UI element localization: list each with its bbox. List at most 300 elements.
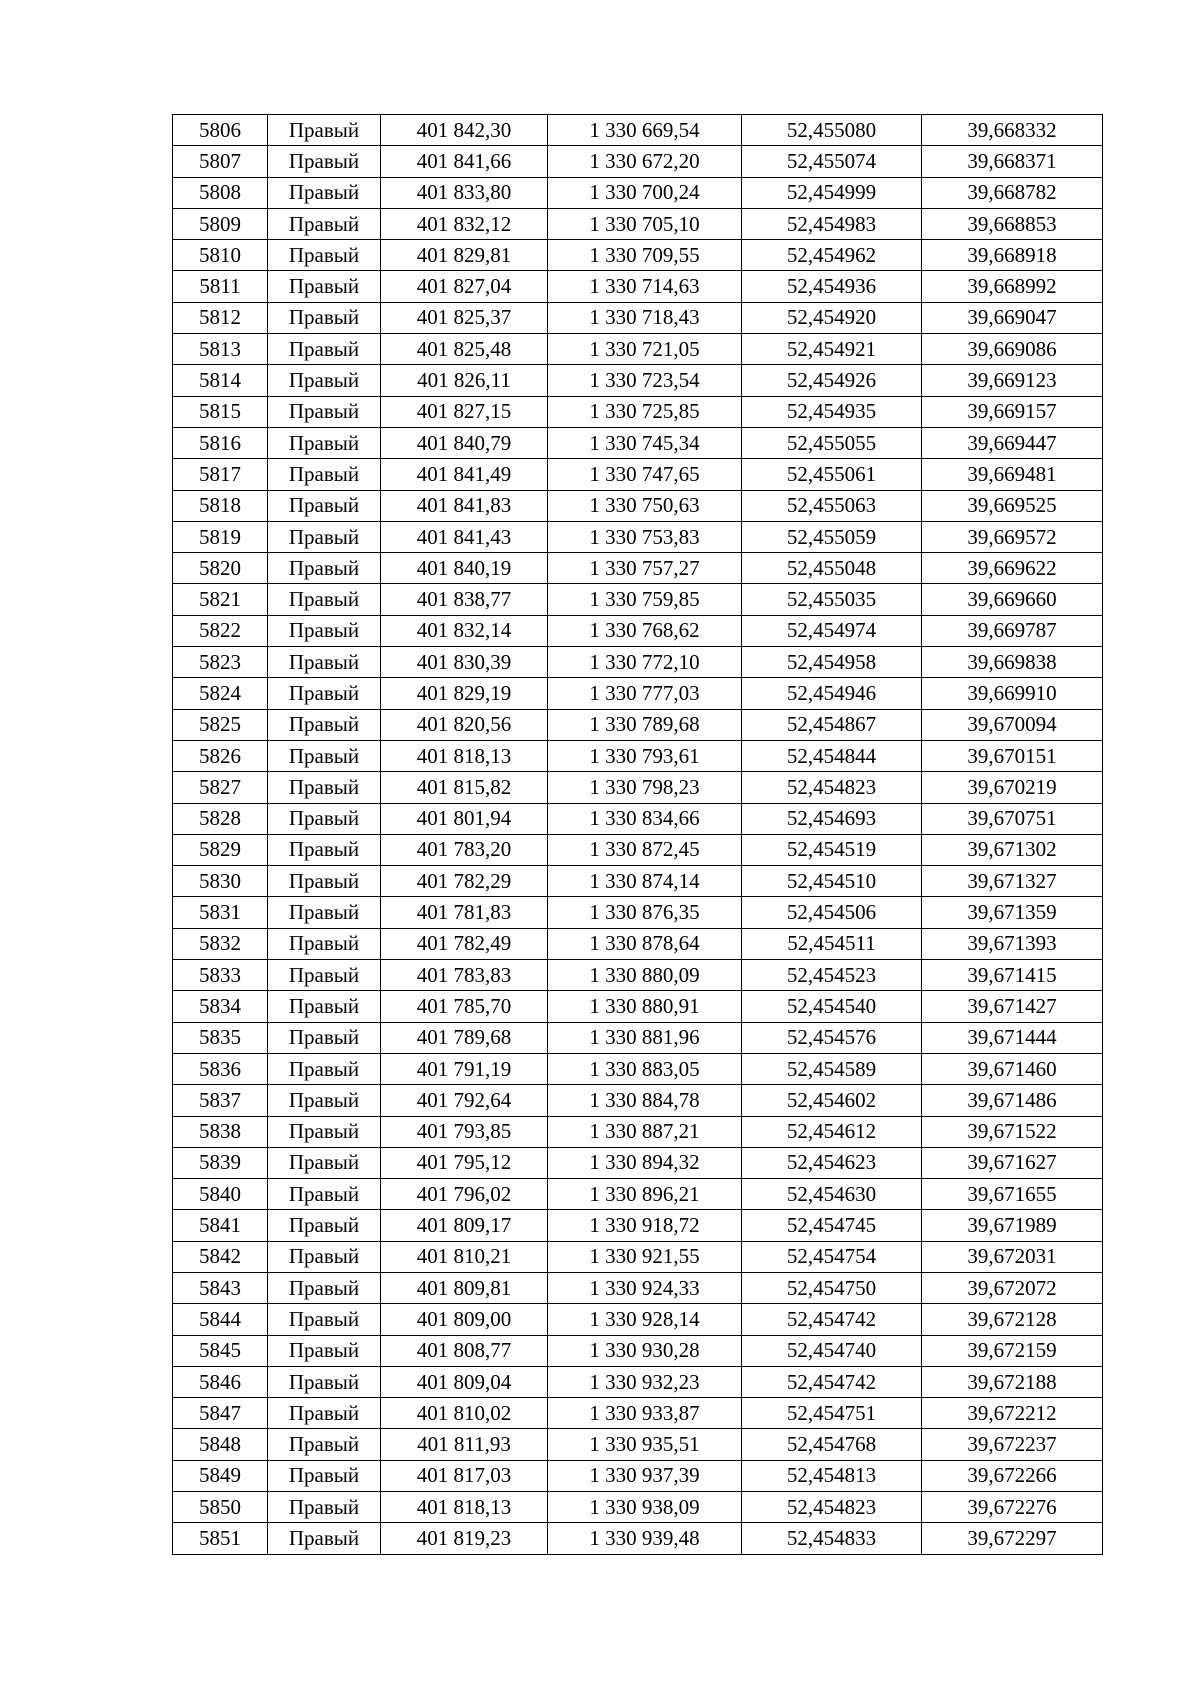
x-coordinate-cell: 401 809,00: [381, 1304, 548, 1335]
latitude-cell: 52,455074: [742, 146, 922, 177]
y-coordinate-cell: 1 330 876,35: [548, 897, 742, 928]
y-coordinate-cell: 1 330 939,48: [548, 1523, 742, 1554]
point-number-cell: 5847: [173, 1398, 268, 1429]
table-row: [173, 584, 1103, 615]
side-cell: Правый: [268, 271, 381, 302]
latitude-cell: 52,455059: [742, 521, 922, 552]
latitude-cell: 52,455035: [742, 584, 922, 615]
x-coordinate-cell: 401 841,43: [381, 521, 548, 552]
table-row: [173, 1398, 1103, 1429]
table-row: [173, 928, 1103, 959]
y-coordinate-cell: 1 330 718,43: [548, 302, 742, 333]
side-cell: Правый: [268, 1116, 381, 1147]
y-coordinate-cell: 1 330 921,55: [548, 1241, 742, 1272]
y-coordinate-cell: 1 330 725,85: [548, 396, 742, 427]
y-coordinate-cell: 1 330 672,20: [548, 146, 742, 177]
point-number-cell: 5811: [173, 271, 268, 302]
point-number-cell: 5830: [173, 866, 268, 897]
table-row: [173, 803, 1103, 834]
table-row: [173, 1304, 1103, 1335]
y-coordinate-cell: 1 330 937,39: [548, 1460, 742, 1491]
longitude-cell: 39,671444: [922, 1022, 1103, 1053]
side-cell: Правый: [268, 1429, 381, 1460]
point-number-cell: 5839: [173, 1147, 268, 1178]
longitude-cell: 39,672031: [922, 1241, 1103, 1272]
y-coordinate-cell: 1 330 768,62: [548, 615, 742, 646]
y-coordinate-cell: 1 330 721,05: [548, 334, 742, 365]
latitude-cell: 52,454823: [742, 1492, 922, 1523]
longitude-cell: 39,669525: [922, 490, 1103, 521]
longitude-cell: 39,668992: [922, 271, 1103, 302]
longitude-cell: 39,669787: [922, 615, 1103, 646]
table-row: [173, 396, 1103, 427]
latitude-cell: 52,454935: [742, 396, 922, 427]
longitude-cell: 39,668918: [922, 240, 1103, 271]
point-number-cell: 5823: [173, 647, 268, 678]
latitude-cell: 52,454833: [742, 1523, 922, 1554]
point-number-cell: 5831: [173, 897, 268, 928]
latitude-cell: 52,454511: [742, 928, 922, 959]
latitude-cell: 52,454602: [742, 1085, 922, 1116]
point-number-cell: 5829: [173, 834, 268, 865]
y-coordinate-cell: 1 330 881,96: [548, 1022, 742, 1053]
side-cell: Правый: [268, 521, 381, 552]
y-coordinate-cell: 1 330 714,63: [548, 271, 742, 302]
x-coordinate-cell: 401 827,04: [381, 271, 548, 302]
side-cell: Правый: [268, 1492, 381, 1523]
point-number-cell: 5846: [173, 1366, 268, 1397]
side-cell: Правый: [268, 1398, 381, 1429]
table-row: [173, 1335, 1103, 1366]
table-row: [173, 365, 1103, 396]
side-cell: Правый: [268, 1053, 381, 1084]
x-coordinate-cell: 401 809,17: [381, 1210, 548, 1241]
table-row: [173, 302, 1103, 333]
longitude-cell: 39,671627: [922, 1147, 1103, 1178]
longitude-cell: 39,669910: [922, 678, 1103, 709]
latitude-cell: 52,454936: [742, 271, 922, 302]
table-row: [173, 1429, 1103, 1460]
latitude-cell: 52,454523: [742, 960, 922, 991]
table-row: [173, 271, 1103, 302]
side-cell: Правый: [268, 177, 381, 208]
longitude-cell: 39,668782: [922, 177, 1103, 208]
x-coordinate-cell: 401 829,81: [381, 240, 548, 271]
side-cell: Правый: [268, 834, 381, 865]
point-number-cell: 5814: [173, 365, 268, 396]
x-coordinate-cell: 401 829,19: [381, 678, 548, 709]
table-row: [173, 897, 1103, 928]
x-coordinate-cell: 401 840,79: [381, 427, 548, 458]
longitude-cell: 39,671427: [922, 991, 1103, 1022]
latitude-cell: 52,454768: [742, 1429, 922, 1460]
longitude-cell: 39,672072: [922, 1272, 1103, 1303]
point-number-cell: 5818: [173, 490, 268, 521]
longitude-cell: 39,672237: [922, 1429, 1103, 1460]
x-coordinate-cell: 401 818,13: [381, 1492, 548, 1523]
x-coordinate-cell: 401 789,68: [381, 1022, 548, 1053]
side-cell: Правый: [268, 1523, 381, 1554]
point-number-cell: 5835: [173, 1022, 268, 1053]
y-coordinate-cell: 1 330 872,45: [548, 834, 742, 865]
longitude-cell: 39,670094: [922, 709, 1103, 740]
point-number-cell: 5850: [173, 1492, 268, 1523]
table-row: [173, 678, 1103, 709]
y-coordinate-cell: 1 330 669,54: [548, 115, 742, 146]
coordinates-table: [172, 114, 1103, 1555]
latitude-cell: 52,454974: [742, 615, 922, 646]
longitude-cell: 39,668332: [922, 115, 1103, 146]
x-coordinate-cell: 401 826,11: [381, 365, 548, 396]
latitude-cell: 52,454983: [742, 208, 922, 239]
point-number-cell: 5813: [173, 334, 268, 365]
latitude-cell: 52,454742: [742, 1366, 922, 1397]
side-cell: Правый: [268, 553, 381, 584]
longitude-cell: 39,671415: [922, 960, 1103, 991]
y-coordinate-cell: 1 330 918,72: [548, 1210, 742, 1241]
side-cell: Правый: [268, 615, 381, 646]
x-coordinate-cell: 401 783,83: [381, 960, 548, 991]
side-cell: Правый: [268, 1147, 381, 1178]
table-row: [173, 834, 1103, 865]
longitude-cell: 39,672128: [922, 1304, 1103, 1335]
latitude-cell: 52,454751: [742, 1398, 922, 1429]
y-coordinate-cell: 1 330 777,03: [548, 678, 742, 709]
table-row: [173, 115, 1103, 146]
point-number-cell: 5832: [173, 928, 268, 959]
side-cell: Правый: [268, 584, 381, 615]
latitude-cell: 52,454958: [742, 647, 922, 678]
x-coordinate-cell: 401 809,81: [381, 1272, 548, 1303]
latitude-cell: 52,454576: [742, 1022, 922, 1053]
x-coordinate-cell: 401 841,66: [381, 146, 548, 177]
latitude-cell: 52,454754: [742, 1241, 922, 1272]
side-cell: Правый: [268, 991, 381, 1022]
table-row: [173, 1116, 1103, 1147]
table-row: [173, 1492, 1103, 1523]
longitude-cell: 39,671486: [922, 1085, 1103, 1116]
point-number-cell: 5807: [173, 146, 268, 177]
table-row: [173, 1179, 1103, 1210]
latitude-cell: 52,455080: [742, 115, 922, 146]
y-coordinate-cell: 1 330 924,33: [548, 1272, 742, 1303]
x-coordinate-cell: 401 781,83: [381, 897, 548, 928]
side-cell: Правый: [268, 1210, 381, 1241]
table-row: [173, 208, 1103, 239]
y-coordinate-cell: 1 330 894,32: [548, 1147, 742, 1178]
latitude-cell: 52,454693: [742, 803, 922, 834]
x-coordinate-cell: 401 830,39: [381, 647, 548, 678]
table-row: [173, 1022, 1103, 1053]
x-coordinate-cell: 401 842,30: [381, 115, 548, 146]
latitude-cell: 52,454750: [742, 1272, 922, 1303]
table-row: [173, 1523, 1103, 1554]
side-cell: Правый: [268, 490, 381, 521]
longitude-cell: 39,672159: [922, 1335, 1103, 1366]
latitude-cell: 52,455055: [742, 427, 922, 458]
longitude-cell: 39,669086: [922, 334, 1103, 365]
longitude-cell: 39,672297: [922, 1523, 1103, 1554]
side-cell: Правый: [268, 365, 381, 396]
longitude-cell: 39,669660: [922, 584, 1103, 615]
table-row: [173, 1210, 1103, 1241]
table-row: [173, 459, 1103, 490]
side-cell: Правый: [268, 115, 381, 146]
x-coordinate-cell: 401 808,77: [381, 1335, 548, 1366]
y-coordinate-cell: 1 330 753,83: [548, 521, 742, 552]
x-coordinate-cell: 401 796,02: [381, 1179, 548, 1210]
point-number-cell: 5812: [173, 302, 268, 333]
latitude-cell: 52,454630: [742, 1179, 922, 1210]
x-coordinate-cell: 401 818,13: [381, 740, 548, 771]
y-coordinate-cell: 1 330 793,61: [548, 740, 742, 771]
longitude-cell: 39,671393: [922, 928, 1103, 959]
point-number-cell: 5838: [173, 1116, 268, 1147]
point-number-cell: 5806: [173, 115, 268, 146]
longitude-cell: 39,671327: [922, 866, 1103, 897]
y-coordinate-cell: 1 330 884,78: [548, 1085, 742, 1116]
latitude-cell: 52,454867: [742, 709, 922, 740]
side-cell: Правый: [268, 772, 381, 803]
latitude-cell: 52,455048: [742, 553, 922, 584]
table-row: [173, 647, 1103, 678]
side-cell: Правый: [268, 240, 381, 271]
x-coordinate-cell: 401 782,49: [381, 928, 548, 959]
x-coordinate-cell: 401 782,29: [381, 866, 548, 897]
point-number-cell: 5815: [173, 396, 268, 427]
table-row: [173, 772, 1103, 803]
table-row: [173, 553, 1103, 584]
longitude-cell: 39,669572: [922, 521, 1103, 552]
x-coordinate-cell: 401 820,56: [381, 709, 548, 740]
table-row: [173, 1053, 1103, 1084]
point-number-cell: 5825: [173, 709, 268, 740]
longitude-cell: 39,672276: [922, 1492, 1103, 1523]
x-coordinate-cell: 401 791,19: [381, 1053, 548, 1084]
longitude-cell: 39,672212: [922, 1398, 1103, 1429]
latitude-cell: 52,454999: [742, 177, 922, 208]
latitude-cell: 52,454920: [742, 302, 922, 333]
x-coordinate-cell: 401 793,85: [381, 1116, 548, 1147]
y-coordinate-cell: 1 330 883,05: [548, 1053, 742, 1084]
longitude-cell: 39,668371: [922, 146, 1103, 177]
y-coordinate-cell: 1 330 789,68: [548, 709, 742, 740]
latitude-cell: 52,454589: [742, 1053, 922, 1084]
longitude-cell: 39,669123: [922, 365, 1103, 396]
x-coordinate-cell: 401 827,15: [381, 396, 548, 427]
table-row: [173, 740, 1103, 771]
side-cell: Правый: [268, 803, 381, 834]
y-coordinate-cell: 1 330 880,91: [548, 991, 742, 1022]
latitude-cell: 52,455061: [742, 459, 922, 490]
x-coordinate-cell: 401 825,37: [381, 302, 548, 333]
y-coordinate-cell: 1 330 705,10: [548, 208, 742, 239]
y-coordinate-cell: 1 330 750,63: [548, 490, 742, 521]
point-number-cell: 5833: [173, 960, 268, 991]
latitude-cell: 52,454745: [742, 1210, 922, 1241]
x-coordinate-cell: 401 832,14: [381, 615, 548, 646]
latitude-cell: 52,454623: [742, 1147, 922, 1178]
y-coordinate-cell: 1 330 938,09: [548, 1492, 742, 1523]
side-cell: Правый: [268, 1366, 381, 1397]
y-coordinate-cell: 1 330 759,85: [548, 584, 742, 615]
longitude-cell: 39,671359: [922, 897, 1103, 928]
latitude-cell: 52,454519: [742, 834, 922, 865]
point-number-cell: 5840: [173, 1179, 268, 1210]
point-number-cell: 5821: [173, 584, 268, 615]
latitude-cell: 52,454506: [742, 897, 922, 928]
latitude-cell: 52,454962: [742, 240, 922, 271]
y-coordinate-cell: 1 330 834,66: [548, 803, 742, 834]
point-number-cell: 5808: [173, 177, 268, 208]
latitude-cell: 52,454742: [742, 1304, 922, 1335]
y-coordinate-cell: 1 330 887,21: [548, 1116, 742, 1147]
x-coordinate-cell: 401 840,19: [381, 553, 548, 584]
side-cell: Правый: [268, 1335, 381, 1366]
side-cell: Правый: [268, 396, 381, 427]
side-cell: Правый: [268, 678, 381, 709]
latitude-cell: 52,455063: [742, 490, 922, 521]
longitude-cell: 39,669447: [922, 427, 1103, 458]
x-coordinate-cell: 401 825,48: [381, 334, 548, 365]
point-number-cell: 5849: [173, 1460, 268, 1491]
longitude-cell: 39,670219: [922, 772, 1103, 803]
latitude-cell: 52,454612: [742, 1116, 922, 1147]
point-number-cell: 5827: [173, 772, 268, 803]
x-coordinate-cell: 401 841,49: [381, 459, 548, 490]
side-cell: Правый: [268, 709, 381, 740]
table-row: [173, 490, 1103, 521]
side-cell: Правый: [268, 1272, 381, 1303]
point-number-cell: 5837: [173, 1085, 268, 1116]
x-coordinate-cell: 401 810,21: [381, 1241, 548, 1272]
y-coordinate-cell: 1 330 878,64: [548, 928, 742, 959]
table-row: [173, 1241, 1103, 1272]
side-cell: Правый: [268, 334, 381, 365]
x-coordinate-cell: 401 833,80: [381, 177, 548, 208]
y-coordinate-cell: 1 330 896,21: [548, 1179, 742, 1210]
point-number-cell: 5820: [173, 553, 268, 584]
y-coordinate-cell: 1 330 747,65: [548, 459, 742, 490]
x-coordinate-cell: 401 819,23: [381, 1523, 548, 1554]
table-row: [173, 866, 1103, 897]
x-coordinate-cell: 401 785,70: [381, 991, 548, 1022]
x-coordinate-cell: 401 811,93: [381, 1429, 548, 1460]
side-cell: Правый: [268, 1304, 381, 1335]
y-coordinate-cell: 1 330 745,34: [548, 427, 742, 458]
x-coordinate-cell: 401 817,03: [381, 1460, 548, 1491]
y-coordinate-cell: 1 330 880,09: [548, 960, 742, 991]
longitude-cell: 39,671302: [922, 834, 1103, 865]
side-cell: Правый: [268, 1085, 381, 1116]
table-row: [173, 1147, 1103, 1178]
point-number-cell: 5824: [173, 678, 268, 709]
side-cell: Правый: [268, 427, 381, 458]
longitude-cell: 39,668853: [922, 208, 1103, 239]
point-number-cell: 5844: [173, 1304, 268, 1335]
table-row: [173, 240, 1103, 271]
longitude-cell: 39,669047: [922, 302, 1103, 333]
y-coordinate-cell: 1 330 874,14: [548, 866, 742, 897]
side-cell: Правый: [268, 897, 381, 928]
table-row: [173, 1085, 1103, 1116]
latitude-cell: 52,454946: [742, 678, 922, 709]
point-number-cell: 5826: [173, 740, 268, 771]
x-coordinate-cell: 401 801,94: [381, 803, 548, 834]
longitude-cell: 39,672266: [922, 1460, 1103, 1491]
coordinates-table-body: [173, 115, 1103, 1555]
table-row: [173, 991, 1103, 1022]
table-row: [173, 615, 1103, 646]
table-row: [173, 334, 1103, 365]
latitude-cell: 52,454740: [742, 1335, 922, 1366]
point-number-cell: 5810: [173, 240, 268, 271]
side-cell: Правый: [268, 1241, 381, 1272]
latitude-cell: 52,454813: [742, 1460, 922, 1491]
point-number-cell: 5809: [173, 208, 268, 239]
side-cell: Правый: [268, 302, 381, 333]
y-coordinate-cell: 1 330 935,51: [548, 1429, 742, 1460]
longitude-cell: 39,671989: [922, 1210, 1103, 1241]
latitude-cell: 52,454510: [742, 866, 922, 897]
longitude-cell: 39,669838: [922, 647, 1103, 678]
y-coordinate-cell: 1 330 709,55: [548, 240, 742, 271]
side-cell: Правый: [268, 1460, 381, 1491]
latitude-cell: 52,454921: [742, 334, 922, 365]
side-cell: Правый: [268, 960, 381, 991]
point-number-cell: 5848: [173, 1429, 268, 1460]
y-coordinate-cell: 1 330 928,14: [548, 1304, 742, 1335]
table-row: [173, 521, 1103, 552]
point-number-cell: 5822: [173, 615, 268, 646]
point-number-cell: 5816: [173, 427, 268, 458]
x-coordinate-cell: 401 809,04: [381, 1366, 548, 1397]
longitude-cell: 39,671460: [922, 1053, 1103, 1084]
x-coordinate-cell: 401 832,12: [381, 208, 548, 239]
point-number-cell: 5828: [173, 803, 268, 834]
side-cell: Правый: [268, 1179, 381, 1210]
table-row: [173, 146, 1103, 177]
point-number-cell: 5819: [173, 521, 268, 552]
table-row: [173, 1460, 1103, 1491]
y-coordinate-cell: 1 330 757,27: [548, 553, 742, 584]
side-cell: Правый: [268, 740, 381, 771]
side-cell: Правый: [268, 208, 381, 239]
point-number-cell: 5842: [173, 1241, 268, 1272]
point-number-cell: 5834: [173, 991, 268, 1022]
x-coordinate-cell: 401 810,02: [381, 1398, 548, 1429]
x-coordinate-cell: 401 838,77: [381, 584, 548, 615]
latitude-cell: 52,454926: [742, 365, 922, 396]
longitude-cell: 39,669481: [922, 459, 1103, 490]
longitude-cell: 39,672188: [922, 1366, 1103, 1397]
longitude-cell: 39,670151: [922, 740, 1103, 771]
side-cell: Правый: [268, 647, 381, 678]
y-coordinate-cell: 1 330 772,10: [548, 647, 742, 678]
y-coordinate-cell: 1 330 930,28: [548, 1335, 742, 1366]
point-number-cell: 5843: [173, 1272, 268, 1303]
longitude-cell: 39,671655: [922, 1179, 1103, 1210]
x-coordinate-cell: 401 783,20: [381, 834, 548, 865]
longitude-cell: 39,671522: [922, 1116, 1103, 1147]
longitude-cell: 39,669157: [922, 396, 1103, 427]
table-row: [173, 1272, 1103, 1303]
y-coordinate-cell: 1 330 798,23: [548, 772, 742, 803]
x-coordinate-cell: 401 792,64: [381, 1085, 548, 1116]
point-number-cell: 5817: [173, 459, 268, 490]
table-row: [173, 177, 1103, 208]
point-number-cell: 5851: [173, 1523, 268, 1554]
